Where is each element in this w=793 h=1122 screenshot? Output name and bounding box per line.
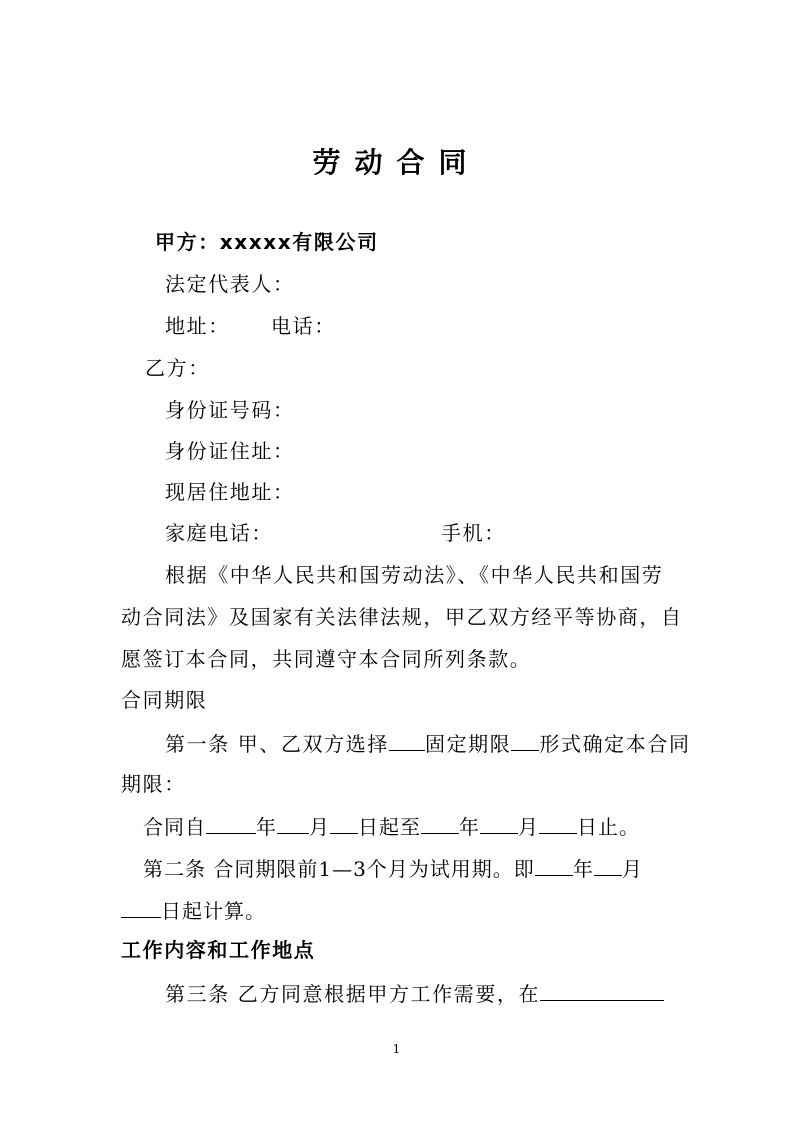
blank-line [535, 855, 573, 876]
article-3-text: 第三条 乙方同意根据甲方工作需要，在 [165, 982, 541, 1006]
article-2-text: 第二条 合同期限前1—3个月为试用期。即 [143, 857, 535, 881]
year-label: 年 [572, 857, 594, 881]
blank-line [421, 813, 459, 834]
blank-line [277, 813, 309, 834]
article-1-part-c: 形式确定本合同 [539, 732, 691, 756]
party-b-label: 乙方： [145, 356, 210, 380]
year-label: 年 [256, 815, 277, 839]
id-number-label: 身份证号码： [165, 398, 295, 422]
month-label: 月 [518, 815, 539, 839]
blank-line [206, 813, 256, 834]
article-2-line-1 [143, 855, 643, 881]
month-label: 月 [309, 815, 330, 839]
year-label: 年 [459, 815, 480, 839]
current-address-label: 现居住地址： [165, 480, 295, 504]
page-number: 1 [392, 1042, 401, 1056]
blank-line [121, 897, 161, 918]
period-from-label: 合同自 [143, 815, 206, 839]
contract-period-line [143, 813, 640, 839]
article-1-line-2: 期限： [121, 772, 186, 796]
preamble-line-1: 根据《中华人民共和国劳动法》、《中华人民共和国劳 [165, 563, 664, 587]
article-1-line-1 [165, 730, 691, 756]
blank-line [511, 730, 539, 751]
party-a-label: 甲方：xxxxx有限公司 [155, 230, 379, 254]
article-2-line-2-text: 日起计算。 [161, 899, 266, 923]
article-2-line-2 [121, 897, 266, 923]
article-1-part-a: 第一条 甲、乙双方选择 [165, 732, 389, 756]
party-a-address-label: 地址： [165, 314, 230, 338]
party-a-phone-label: 电话： [271, 314, 336, 338]
section-term-heading: 合同期限 [121, 688, 208, 712]
blank-line [389, 730, 425, 751]
section-work-heading: 工作内容和工作地点 [121, 938, 316, 962]
day-from-to-label: 日起至 [358, 815, 421, 839]
preamble-line-3: 愿签订本合同，共同遵守本合同所列条款。 [121, 647, 532, 671]
blank-line [480, 813, 518, 834]
article-3-line-1 [165, 980, 664, 1006]
day-end-label: 日止。 [577, 815, 640, 839]
blank-line [330, 813, 358, 834]
mobile-label: 手机： [441, 521, 506, 545]
blank-line [594, 855, 622, 876]
id-address-label: 身份证住址： [165, 439, 295, 463]
blank-line [540, 980, 664, 1001]
home-phone-label: 家庭电话： [165, 521, 273, 545]
blank-line [539, 813, 577, 834]
preamble-line-2: 动合同法》及国家有关法律法规，甲乙双方经平等协商，自 [121, 605, 683, 629]
article-1-part-b: 固定期限 [424, 732, 512, 756]
month-label: 月 [621, 857, 643, 881]
legal-rep-label: 法定代表人： [165, 272, 295, 296]
document-title: 劳动合同 [312, 146, 481, 179]
